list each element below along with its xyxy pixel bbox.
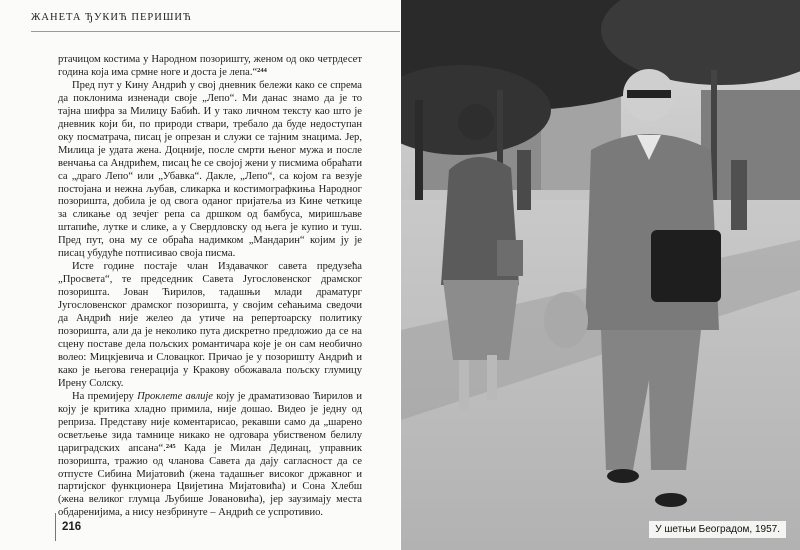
man-briefcase	[651, 230, 721, 302]
footnote-ref-245: 245	[165, 442, 176, 450]
photo-caption: У шетњи Београдом, 1957.	[649, 521, 786, 538]
page-number: 216	[62, 521, 82, 533]
footer-rule	[55, 513, 56, 541]
paragraph-4-text-b: коју је драматизовао Ћирилов и коју је критика хладно примила, није дошао. Видео је једну од реприза. Представу није коментарисао, рекавши само да „шарено осветљење зида тамнице никако не одговара убиственом белилу цариградских апсана“.	[58, 390, 362, 454]
man-shoe-left	[607, 469, 639, 483]
book-title: Проклете авлије	[137, 390, 214, 402]
man-hat-in-hand	[544, 292, 588, 348]
bg-pedestrian-1	[517, 150, 531, 210]
body-text	[58, 54, 362, 520]
paragraph-4-text-a: На премијеру	[72, 390, 138, 402]
man-trousers	[601, 330, 701, 470]
photograph	[401, 0, 800, 550]
header-rule	[31, 31, 400, 32]
paragraph-1	[58, 54, 362, 80]
photo-illustration	[401, 0, 800, 550]
woman-hair	[458, 104, 494, 140]
man-glasses	[627, 90, 671, 98]
man-shoe-right	[655, 493, 687, 507]
woman-skirt	[443, 280, 519, 360]
woman-leg-left	[459, 360, 469, 410]
woman-handbag	[497, 240, 523, 276]
bg-pedestrian-2	[731, 160, 747, 230]
paragraph-4	[58, 391, 362, 521]
woman-leg-right	[487, 355, 497, 400]
paragraph-4-text-c: Када је Милан Дединац, управник позоришта, тражио од чланова Савета да дају сагласност да се отпусте Сибина Мијатовић (жена тадашњег високог државног и партијског функционера Цвијетина Мијатовића) и Сона Хлебш (жена великог глумца Љубише Јовановића), јер заузимају места обдаренијима, а нису незбринуте – Андрић се успротивио.	[58, 442, 362, 519]
paragraph-3: Исте године постаје члан Издавачког савета предузећа „Просвета“, те председник Савета Југословенског драмског позоришта. Јован Ћирилов, тадашњи млади драматург Југословенског драмског позоришта, у својим сећањима сведочи да Андрић није желео да утиче на репертоарску политику позоришта, али да је неколико пута дискретно предложио да се на сцену поставе дела пољских романтичара које је он сам необично волео: Мицкјевича и Словацког. Причао је у позоришту Андрић и како је његова генерација у Кракову обожавала пољску глумицу Ирену Солску.	[58, 261, 362, 389]
footnote-ref-244: 244	[257, 66, 267, 74]
running-head: ЖАНЕТА ЂУКИЋ ПЕРИШИЋ	[31, 12, 192, 23]
paragraph-2: Пред пут у Кину Андрић у свој дневник бележи како се спрема да поклонима изненади своје „Лепо“. Ми данас знамо да је то тајна шифра за Милицу Бабић. И у тако личном тексту као што је дневник који би, по природи ствари, требало да буде недоступан оку посматрача, писац је опрезан и служи се тајним знацима. Јер, Милица је удата жена. Доцније, после смрти њеног мужа и после венчања са Андрићем, писац ће се својој жени у писмима обраћати са „драго Лепо“ или „Убавка“. Дакле, „Лепо“, са којом га везује постојана и нежна љубав, сликарка и костимографкиња Народног позоришта, добила је од свога оданог пријатеља из Кине четкице за сликање од зечјег репа са дршком од бамбуса, миришљаве штапиће, лутке и слике, а у Свердловску од њега је купио и туш. Пред пут, она му се обраћа надимком „Мандарин“ којим ју је писац убудуће потписивао своја писма.	[58, 79, 362, 260]
paragraph-1-text: ртачицом костима у Народном позоришту, женом од око четрдесет година која има срмне ноге и доста је лепа.“	[58, 54, 362, 78]
